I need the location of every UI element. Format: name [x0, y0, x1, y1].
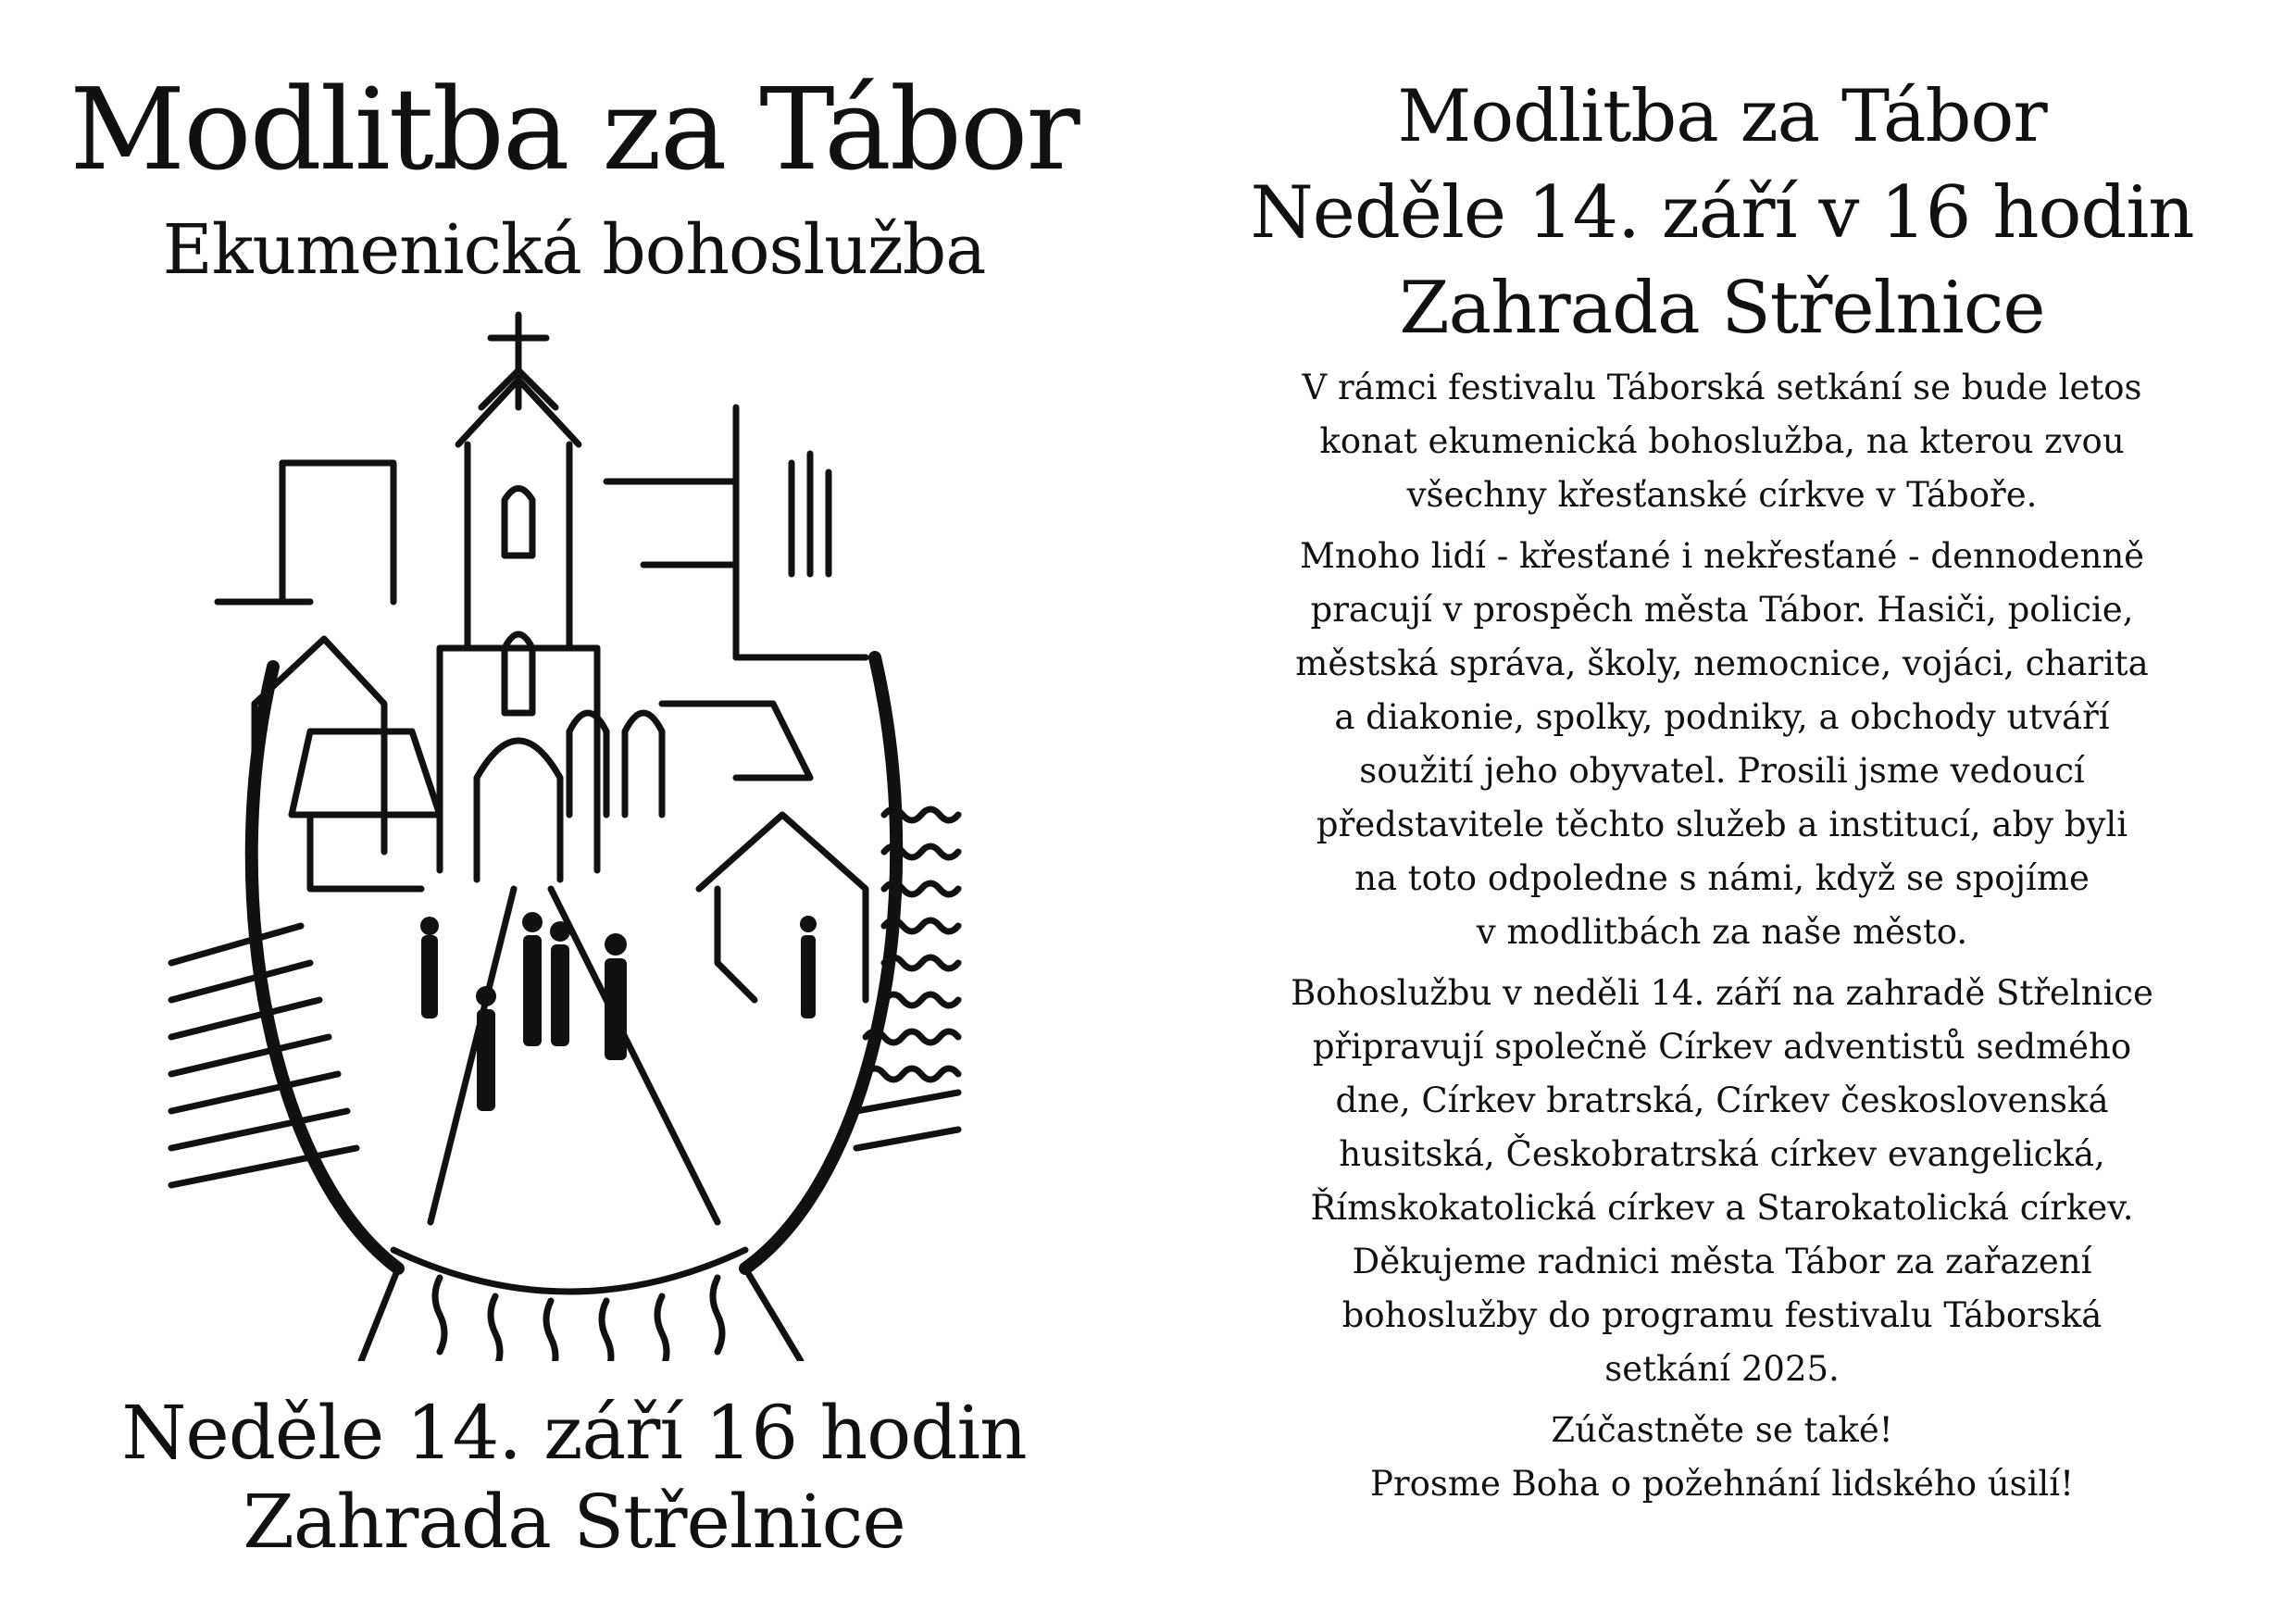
paragraph-organizers: Bohoslužbu v neděli 14. září na zahradě Střelnice připravují společně Církev adventistů sedmého dne, Církev bratrská, Církev československá husitská, Českobratrská církev evangelická, Římskokatolická církev a Starokatolická církev. Děkujeme radnici města Tábor za zařazení bohoslužby do programu festivalu Táborská setkání 2025. — [1291, 973, 2153, 1389]
poster-event-info — [0, 1389, 1148, 1567]
back-title: Modlitba za Tábor — [1397, 75, 2047, 158]
closing-invitation: Zúčastněte se také! — [1551, 1410, 1893, 1450]
church-town-illustration — [162, 296, 986, 1361]
back-date: Neděle 14. září v 16 hodin — [1250, 170, 2194, 255]
poster-date: Neděle 14. září 16 hodin — [121, 1390, 1027, 1476]
paragraph-intro: V rámci festivalu Táborská setkání se bude letos konat ekumenická bohoslužba, na kterou zvou všechny křesťanské církve v Táboře. — [1302, 368, 2142, 515]
closing-prayer: Prosme Boha o požehnání lidského úsilí! — [1370, 1464, 2074, 1504]
poster-back — [1148, 0, 2296, 1624]
back-venue: Zahrada Střelnice — [1399, 267, 2045, 351]
poster-title: Modlitba za Tábor — [69, 64, 1079, 195]
back-heading — [1148, 69, 2296, 357]
poster-venue: Zahrada Střelnice — [243, 1479, 905, 1565]
poster-subtitle: Ekumenická bohoslužba — [162, 210, 986, 290]
paragraph-closing — [1241, 1404, 2203, 1511]
paragraph-community: Mnoho lidí - křesťané i nekřesťané - dennodenně pracují v prospěch města Tábor. Hasiči, policie, městská správa, školy, nemocnice, vojáci, charita a diakonie, spolky, podniky, a obchody utváří soužití jeho obyvatel. Prosili jsme vedoucí představitele těchto služeb a institucí, aby byli na toto odpoledne s námi, když se spojíme v modlitbách za naše město. — [1295, 536, 2149, 952]
back-body-text — [1241, 361, 2203, 1518]
